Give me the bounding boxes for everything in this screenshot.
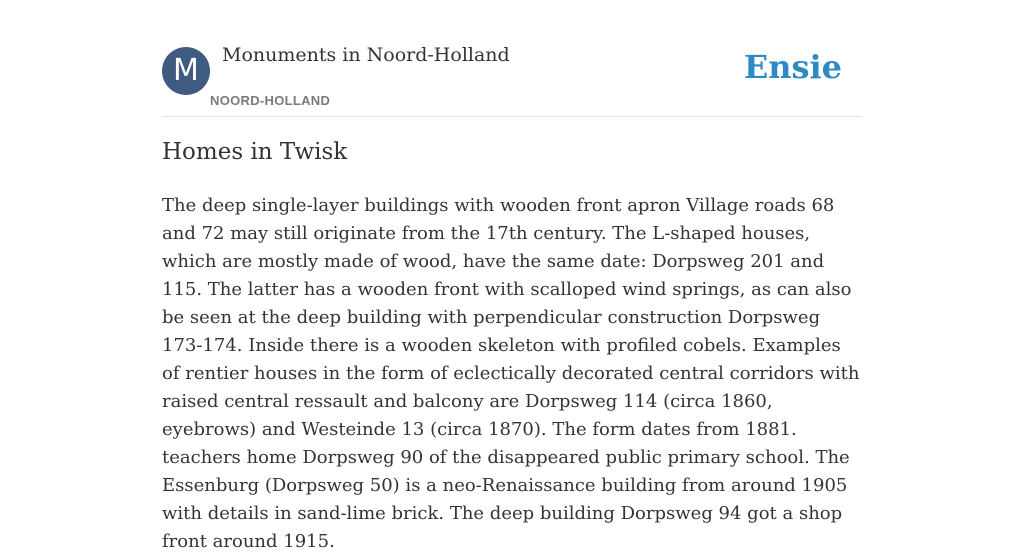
ensie-logo[interactable]: Ensie (743, 48, 842, 86)
avatar[interactable]: M (162, 47, 210, 95)
article-body: The deep single-layer buildings with wooden front apron Village roads 68 and 72 may still originate from the 17th century. The L-shaped houses, which are mostly made of wood, have the same date: Dorpsweg 201 and 115. The latter has a wooden front with scalloped wind springs, as can also be seen at the deep building with perpendicular construction Dorpsweg 173-174. Inside there is a wooden skeleton with profiled cobels. Examples of rentier houses in the form of eclectically decorated central corridors with raised central ressault and balcony are Dorpsweg 114 (circa 1860, eyebrows) and Westeinde 13 (circa 1870). The form dates from 1881. teachers home Dorpsweg 90 of the disappeared public primary school. The Essenburg (Dorpsweg 50) is a neo-Renaissance building from around 1905 with details in sand-lime brick. The deep building Dorpsweg 94 got a shop front around 1915. (162, 195, 860, 552)
category-label[interactable]: NOORD-HOLLAND (210, 93, 331, 108)
site-title[interactable]: Monuments in Noord-Holland (222, 44, 510, 66)
header (162, 0, 862, 117)
article-title: Homes in Twisk (162, 139, 348, 165)
